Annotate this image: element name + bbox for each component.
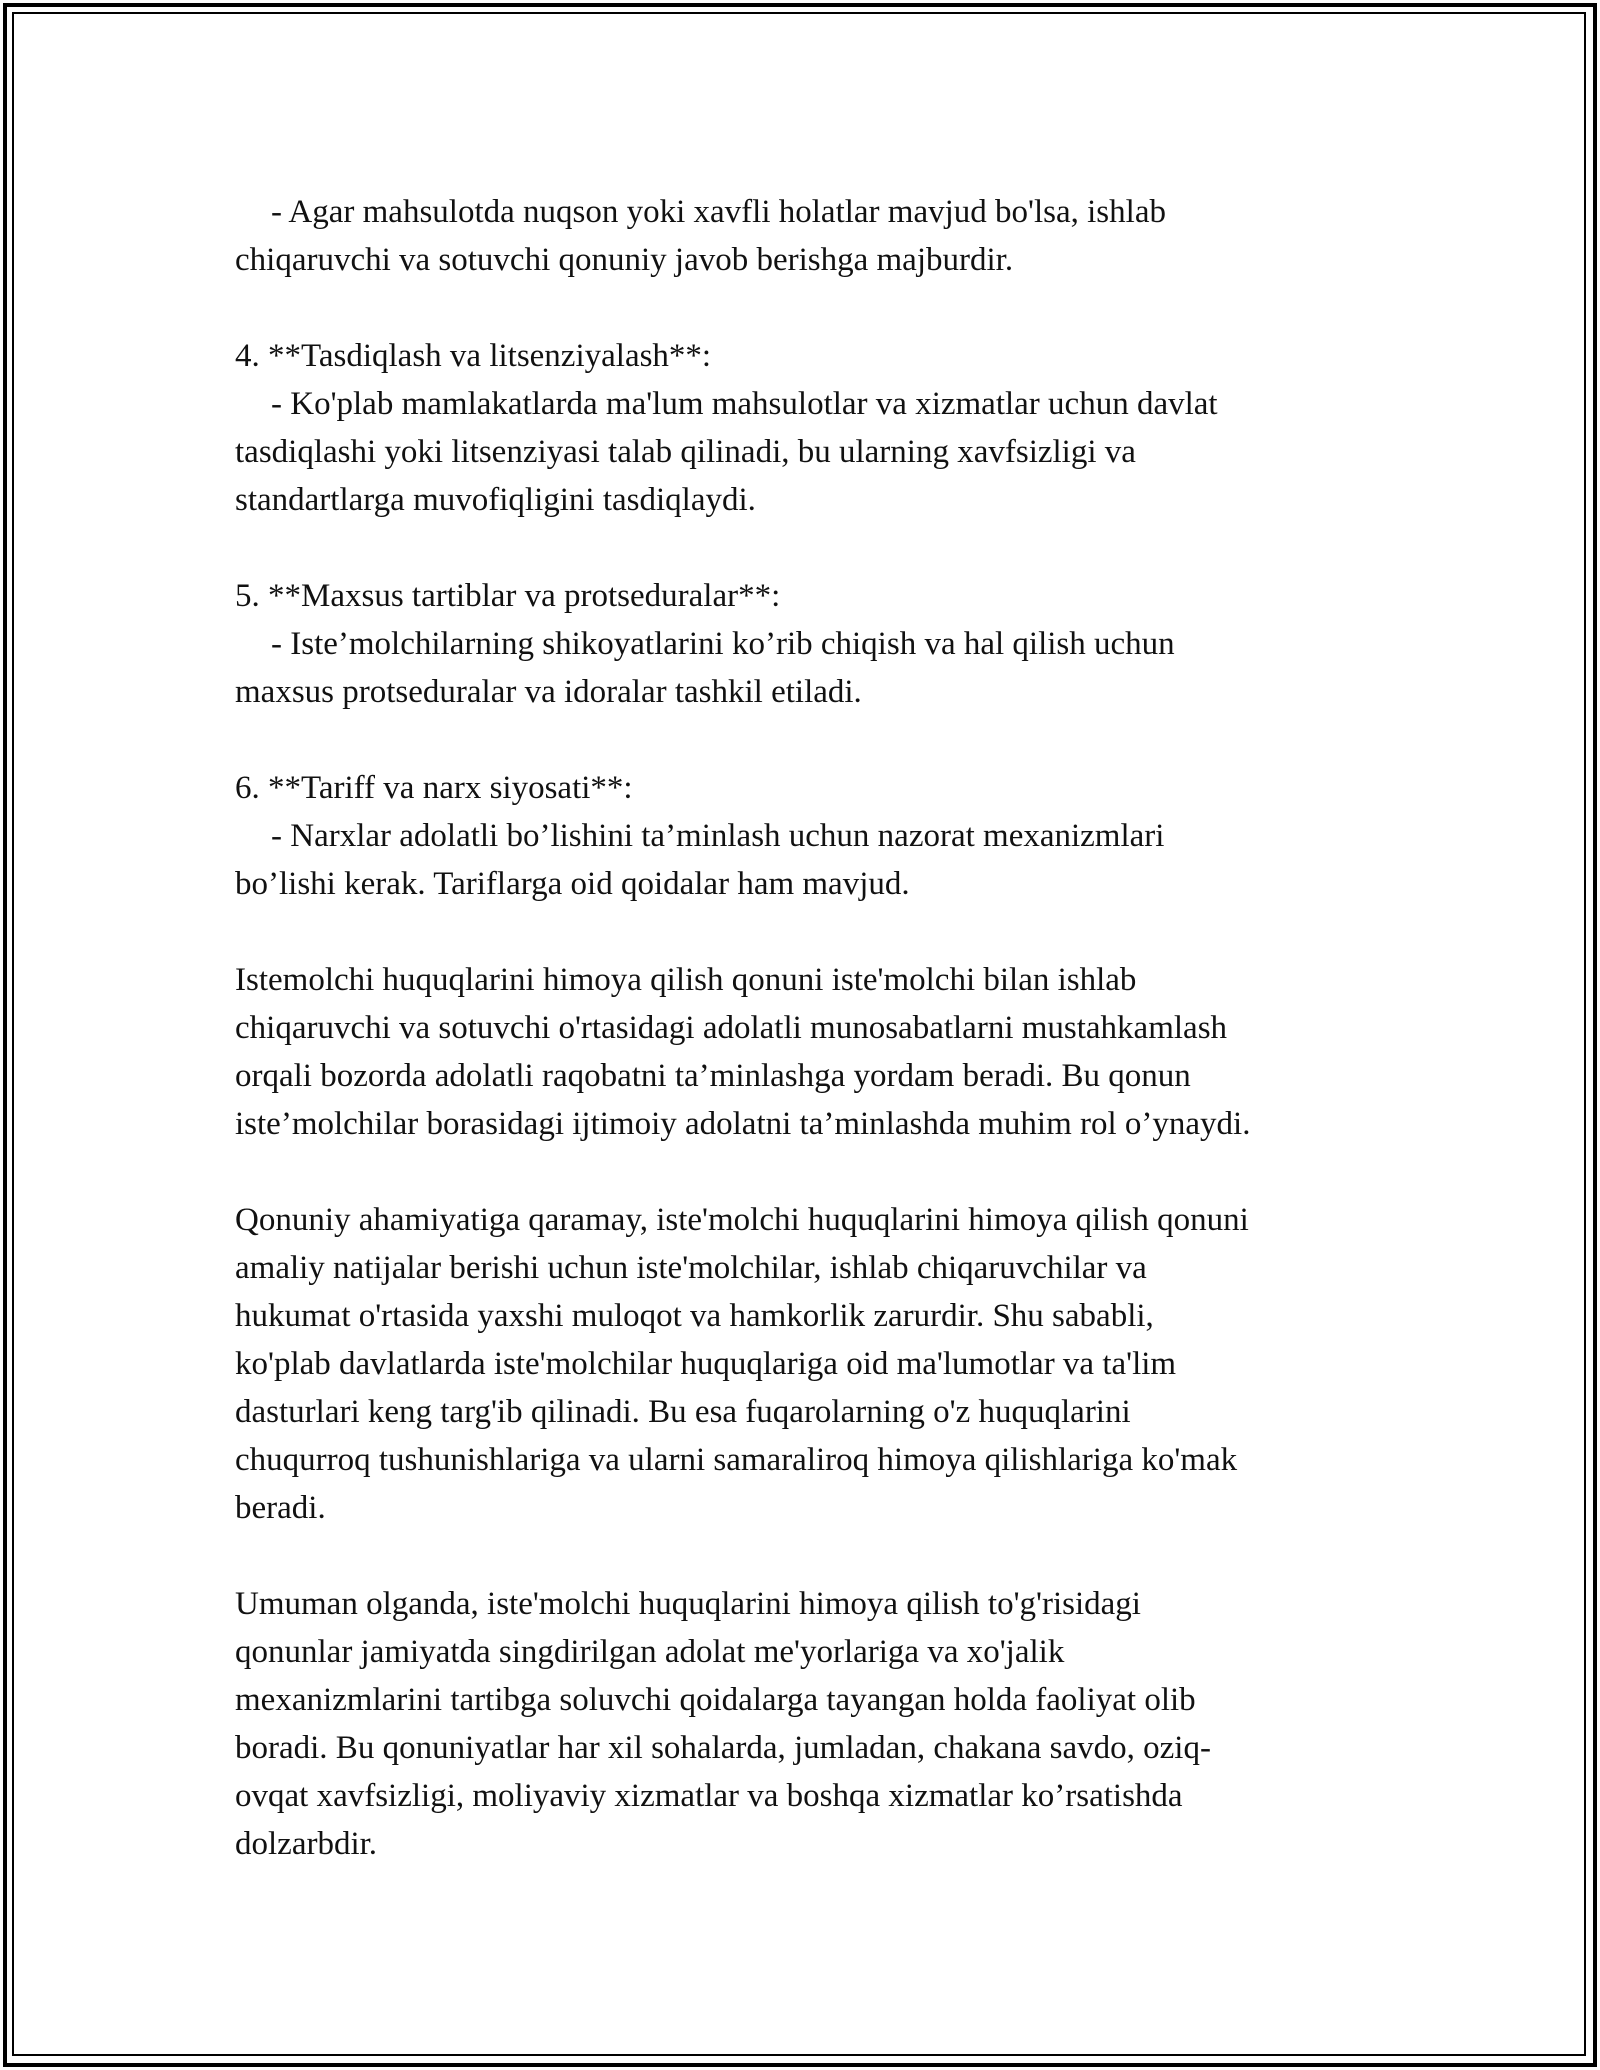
- list-item-heading: 4. **Tasdiqlash va litsenziyalash**:: [235, 338, 712, 374]
- text-line: qonunlar jamiyatda singdirilgan adolat me'yorlariga va xo'jalik: [235, 1634, 1065, 1670]
- text-line: bo’lishi kerak. Tariflarga oid qoidalar ham mavjud.: [235, 866, 910, 902]
- text-line: - Narxlar adolatli bo’lishini ta’minlash uchun nazorat mexanizmlari: [271, 818, 1165, 854]
- text-line: ovqat xavfsizligi, moliyaviy xizmatlar va boshqa xizmatlar ko’rsatishda: [235, 1778, 1183, 1814]
- text-line: tasdiqlashi yoki litsenziyasi talab qilinadi, bu ularning xavfsizligi va: [235, 434, 1136, 470]
- text-line: standartlarga muvofiqligini tasdiqlaydi.: [235, 482, 756, 518]
- list-item-5: [235, 572, 1395, 716]
- text-line: Umuman olganda, iste'molchi huquqlarini himoya qilish to'g'risidagi: [235, 1586, 1141, 1622]
- text-line: - Iste’molchilarning shikoyatlarini ko’rib chiqish va hal qilish uchun: [271, 626, 1175, 662]
- text-line: ko'plab davlatlarda iste'molchilar huquqlariga oid ma'lumotlar va ta'lim: [235, 1346, 1177, 1382]
- list-item-4: [235, 332, 1395, 524]
- text-line: Istemolchi huquqlarini himoya qilish qonuni iste'molchi bilan ishlab: [235, 962, 1137, 998]
- list-item-heading: 5. **Maxsus tartiblar va protseduralar**:: [235, 578, 781, 614]
- text-line: beradi.: [235, 1490, 326, 1526]
- text-line: maxsus protseduralar va idoralar tashkil etiladi.: [235, 674, 862, 710]
- paragraph-cooperation: [235, 1196, 1395, 1532]
- text-line: amaliy natijalar berishi uchun iste'molchilar, ishlab chiqaruvchilar va: [235, 1250, 1147, 1286]
- text-line: chuqurroq tushunishlariga va ularni samaraliroq himoya qilishlariga ko'mak: [235, 1442, 1238, 1478]
- text-line: boradi. Bu qonuniyatlar har xil sohalarda, jumladan, chakana savdo, oziq-: [235, 1730, 1211, 1766]
- paragraph-conclusion: [235, 1580, 1395, 1868]
- text-line: mexanizmlarini tartibga soluvchi qoidalarga tayangan holda faoliyat olib: [235, 1682, 1196, 1718]
- text-line: chiqaruvchi va sotuvchi qonuniy javob berishga majburdir.: [235, 242, 1014, 278]
- text-line: chiqaruvchi va sotuvchi o'rtasidagi adolatli munosabatlarni mustahkamlash: [235, 1010, 1228, 1046]
- text-line: iste’molchilar borasidagi ijtimoiy adolatni ta’minlashda muhim rol o’ynaydi.: [235, 1106, 1251, 1142]
- text-line: orqali bozorda adolatli raqobatni ta’minlashga yordam beradi. Bu qonun: [235, 1058, 1191, 1094]
- paragraph-liability: [235, 188, 1395, 284]
- text-line: hukumat o'rtasida yaxshi muloqot va hamkorlik zarurdir. Shu sababli,: [235, 1298, 1154, 1334]
- text-line: dasturlari keng targ'ib qilinadi. Bu esa fuqarolarning o'z huquqlarini: [235, 1394, 1131, 1430]
- list-item-heading: 6. **Tariff va narx siyosati**:: [235, 770, 633, 806]
- text-line: - Agar mahsulotda nuqson yoki xavfli holatlar mavjud bo'lsa, ishlab: [271, 194, 1166, 230]
- text-line: - Ko'plab mamlakatlarda ma'lum mahsulotlar va xizmatlar uchun davlat: [271, 386, 1218, 422]
- list-item-6: [235, 764, 1395, 908]
- paragraph-fair-competition: [235, 956, 1395, 1148]
- text-line: dolzarbdir.: [235, 1826, 378, 1862]
- document-body: [235, 188, 1395, 1916]
- text-line: Qonuniy ahamiyatiga qaramay, iste'molchi huquqlarini himoya qilish qonuni: [235, 1202, 1249, 1238]
